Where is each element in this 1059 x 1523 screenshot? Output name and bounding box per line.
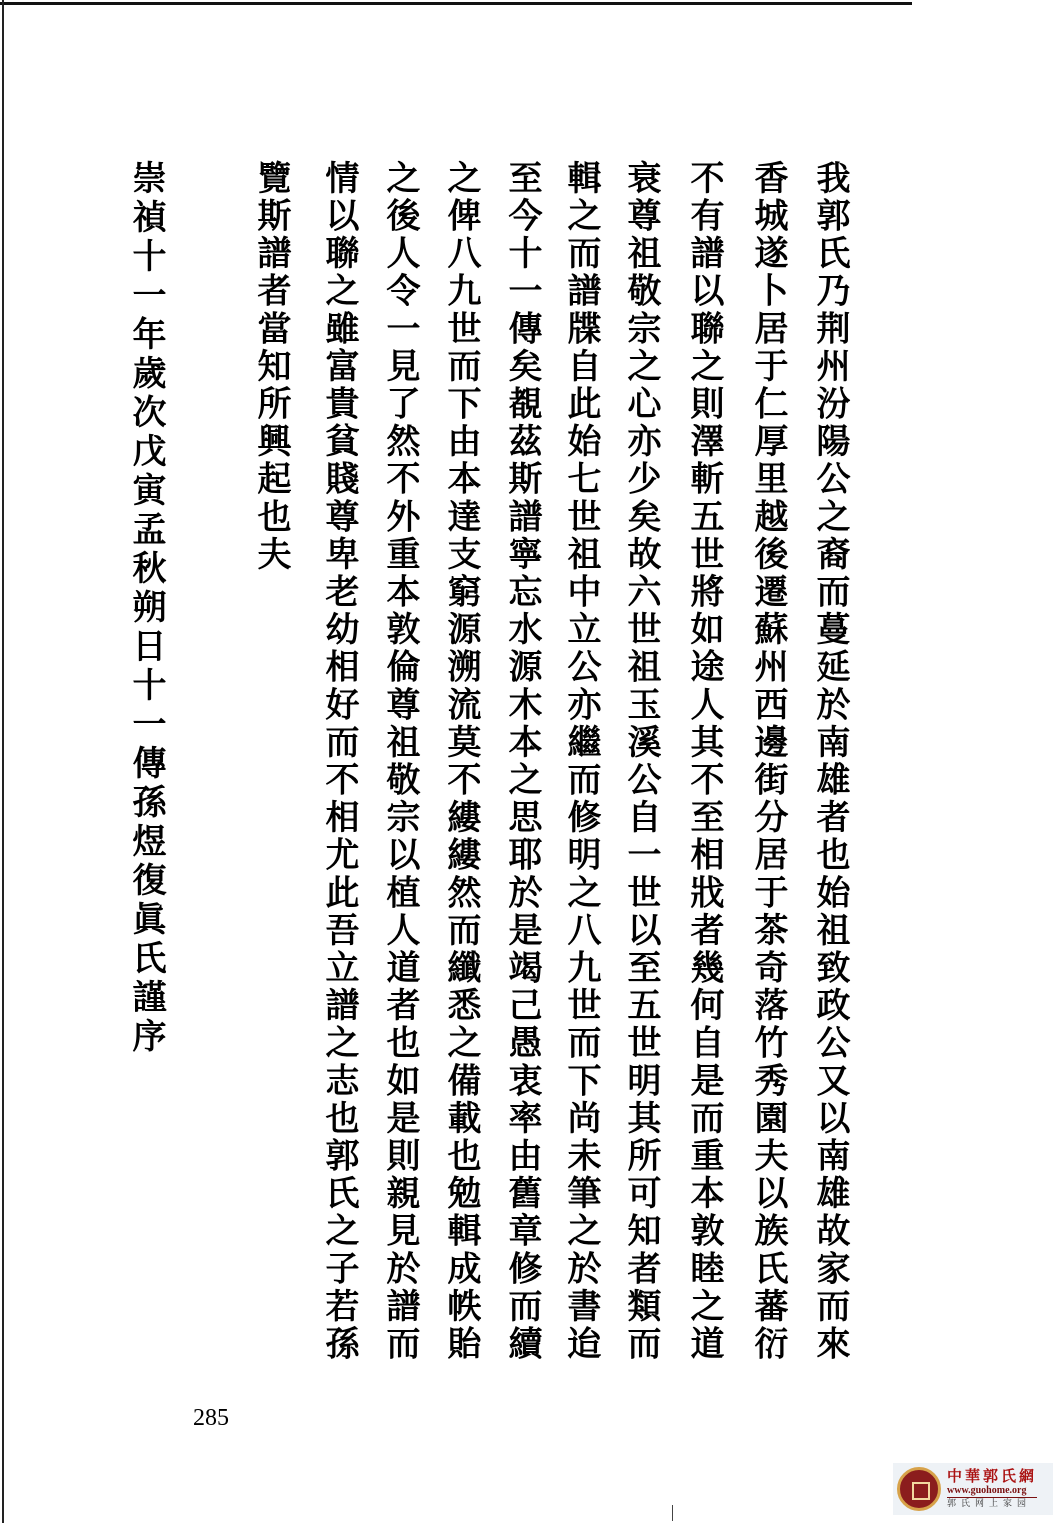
text-column-2: 香城遂卜居于仁厚里越後遷蘇州西邊街分居于茶奇落竹秀園夫以族氏蕃衍 <box>748 160 788 1364</box>
page-top-border <box>0 2 912 5</box>
watermark-title: 中華郭氏網 <box>947 1467 1038 1485</box>
page-left-border <box>2 0 4 1523</box>
watermark-subtitle: 郭氏网上家园 <box>947 1499 1032 1509</box>
signature-line: 崇禎十一年歲次戊寅孟秋朔日十一傳孫煜復眞氏謹序 <box>126 160 166 1057</box>
text-column-10: 覽斯譜者當知所興起也夫 <box>251 160 291 574</box>
text-column-7: 之俾八九世而下由本達支窮源溯流莫不縷縷然而纖悉之備載也勉輯成帙貽 <box>441 160 481 1364</box>
text-column-5: 輯之而譜牒自此始七世祖中立公亦繼而修明之八九世而下尚未筆之於書迨 <box>561 160 601 1364</box>
seal-emblem-icon <box>897 1467 941 1511</box>
text-column-1: 我郭氏乃荆州汾陽公之裔而蔓延於南雄者也始祖致政公又以南雄故家而來 <box>810 160 850 1364</box>
watermark-url: www.guohome.org <box>947 1485 1037 1498</box>
text-column-4: 衰尊祖敬宗之心亦少矣故六世祖玉溪公自一世以至五世明其所可知者類而 <box>621 160 661 1364</box>
text-column-3: 不有譜以聯之則澤斬五世將如途人其不至相戕者幾何自是而重本敦睦之道 <box>684 160 724 1364</box>
scan-mark <box>672 1505 673 1521</box>
watermark-logo <box>893 1463 1053 1515</box>
text-column-8: 之後人令一見了然不外重本敦倫尊祖敬宗以植人道者也如是則親見於譜而 <box>380 160 420 1364</box>
text-column-9: 情以聯之雖富貴貧賤尊卑老幼相好而不相尤此吾立譜之志也郭氏之子若孫 <box>319 160 359 1364</box>
page-number: 285 <box>193 1405 229 1431</box>
text-column-6: 至今十一傳矣覩茲斯譜寧忘水源木本之思耶於是竭己愚衷率由舊章修而續 <box>502 160 542 1364</box>
